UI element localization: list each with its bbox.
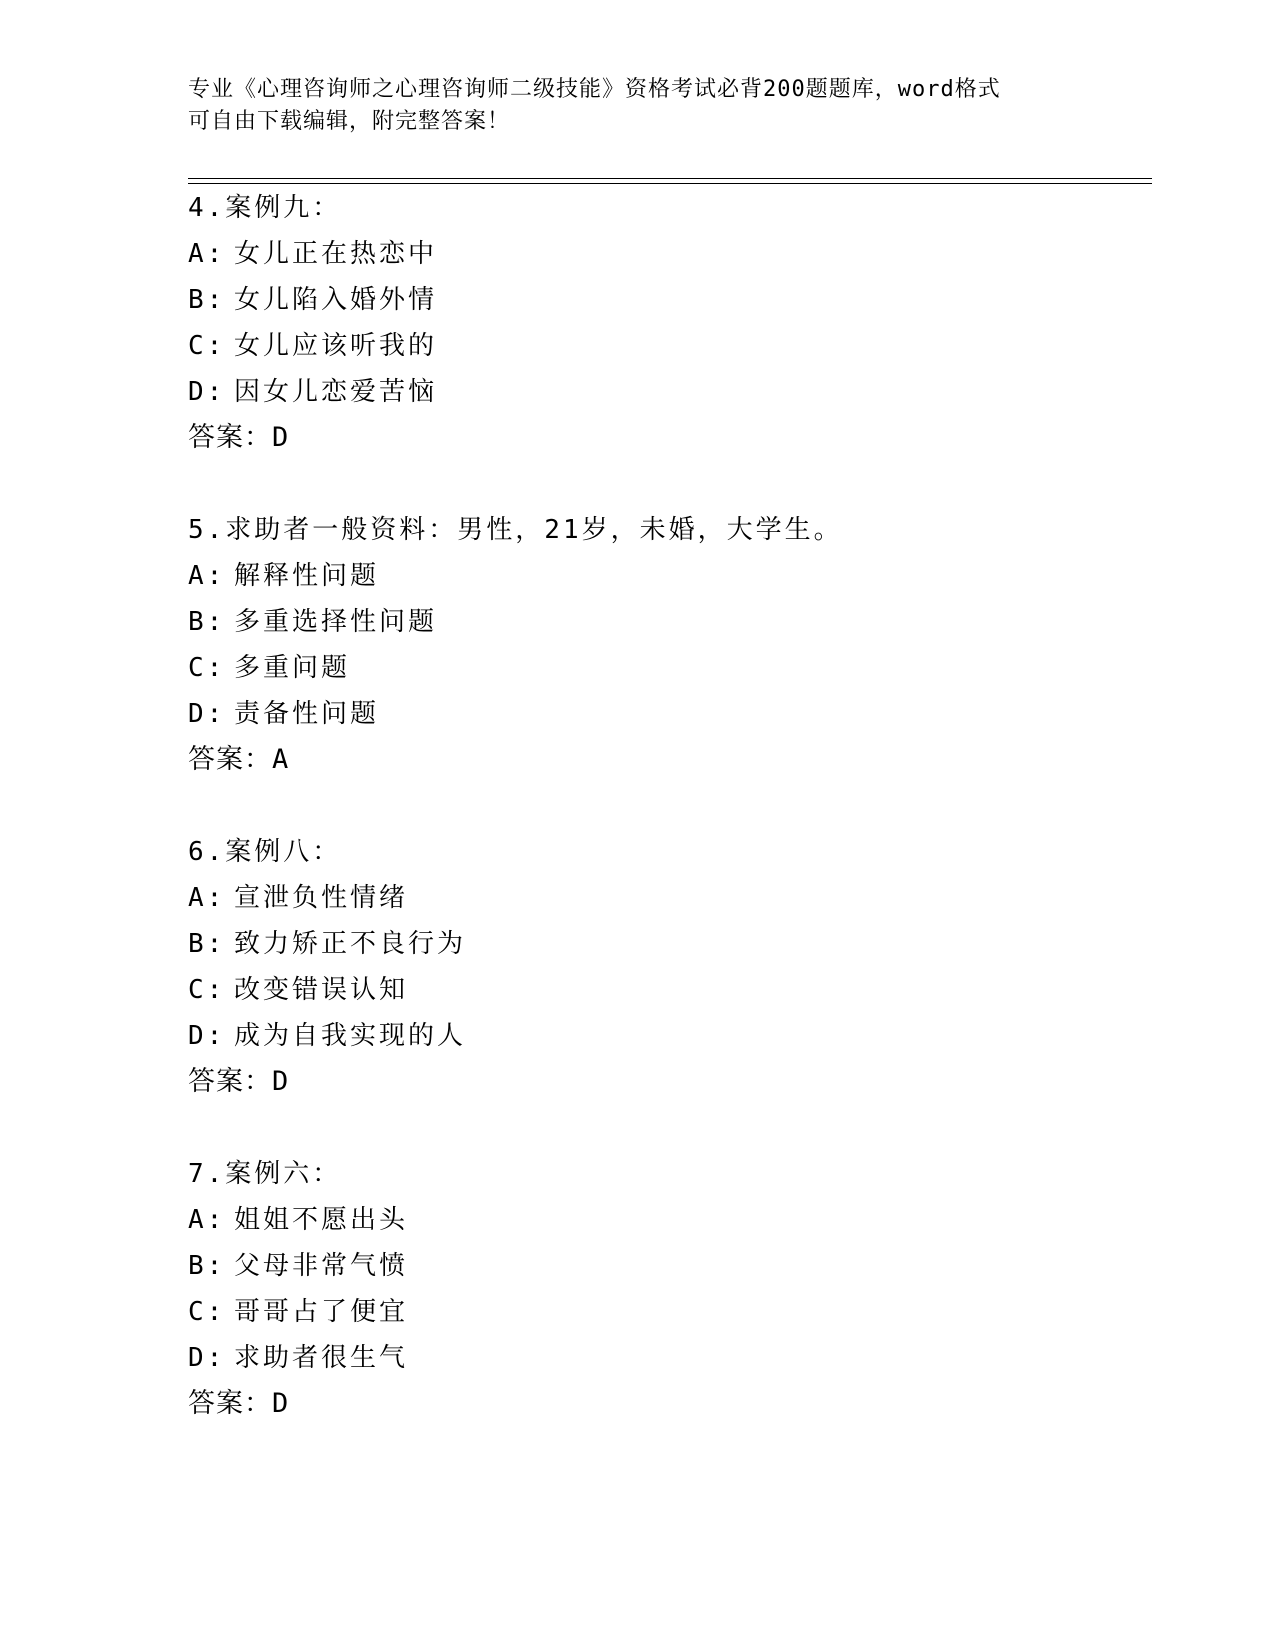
- option-text: 父母非常气愤: [234, 1251, 409, 1281]
- option-d: [188, 369, 1088, 415]
- option-text: 女儿陷入婚外情: [234, 285, 438, 315]
- option-c: [188, 323, 1088, 369]
- option-text: 哥哥占了便宜: [234, 1297, 409, 1327]
- document-header: [188, 74, 1088, 138]
- option-c: [188, 645, 1088, 691]
- option-letter: C:: [188, 653, 226, 683]
- option-b: [188, 921, 1088, 967]
- option-b: [188, 277, 1088, 323]
- option-letter: A:: [188, 1205, 226, 1235]
- option-letter: A:: [188, 883, 226, 913]
- option-letter: B:: [188, 929, 226, 959]
- option-letter: D:: [188, 1021, 226, 1051]
- option-text: 责备性问题: [234, 699, 380, 729]
- option-text: 女儿应该听我的: [234, 331, 438, 361]
- option-text: 多重选择性问题: [234, 607, 438, 637]
- option-letter: C:: [188, 1297, 226, 1327]
- answer-line: 答案：D: [188, 422, 290, 453]
- option-letter: A:: [188, 239, 226, 269]
- header-line-1: 专业《心理咨询师之心理咨询师二级技能》资格考试必背200题题库，word格式: [188, 77, 1001, 102]
- option-text: 女儿正在热恋中: [234, 239, 438, 269]
- option-letter: B:: [188, 607, 226, 637]
- option-text: 成为自我实现的人: [234, 1021, 467, 1051]
- option-letter: D:: [188, 699, 226, 729]
- option-text: 解释性问题: [234, 561, 380, 591]
- question-stem: 6.案例八：: [188, 837, 342, 867]
- question-stem: 7.案例六：: [188, 1159, 342, 1189]
- option-letter: D:: [188, 377, 226, 407]
- option-text: 因女儿恋爱苦恼: [234, 377, 438, 407]
- option-letter: B:: [188, 285, 226, 315]
- option-text: 改变错误认知: [234, 975, 409, 1005]
- option-a: [188, 231, 1088, 277]
- option-c: [188, 967, 1088, 1013]
- option-c: [188, 1289, 1088, 1335]
- option-text: 致力矫正不良行为: [234, 929, 467, 959]
- question-block: [188, 185, 1088, 461]
- question-block: [188, 1151, 1088, 1427]
- option-letter: A:: [188, 561, 226, 591]
- option-b: [188, 1243, 1088, 1289]
- answer-line: 答案：D: [188, 1066, 290, 1097]
- option-d: [188, 691, 1088, 737]
- option-b: [188, 599, 1088, 645]
- option-letter: C:: [188, 331, 226, 361]
- option-letter: B:: [188, 1251, 226, 1281]
- option-text: 求助者很生气: [234, 1343, 409, 1373]
- option-d: [188, 1335, 1088, 1381]
- option-a: [188, 1197, 1088, 1243]
- question-stem: 5.求助者一般资料：男性，21岁，未婚，大学生。: [188, 515, 843, 545]
- header-divider-bottom: [188, 183, 1152, 184]
- option-text: 多重问题: [234, 653, 351, 683]
- header-divider-top: [188, 178, 1152, 179]
- option-d: [188, 1013, 1088, 1059]
- option-text: 姐姐不愿出头: [234, 1205, 409, 1235]
- option-text: 宣泄负性情绪: [234, 883, 409, 913]
- question-stem: 4.案例九：: [188, 193, 342, 223]
- option-letter: D:: [188, 1343, 226, 1373]
- option-a: [188, 553, 1088, 599]
- question-block: [188, 507, 1088, 783]
- option-letter: C:: [188, 975, 226, 1005]
- option-a: [188, 875, 1088, 921]
- answer-line: 答案：A: [188, 744, 290, 775]
- question-block: [188, 829, 1088, 1105]
- answer-line: 答案：D: [188, 1388, 290, 1419]
- header-line-2: 可自由下载编辑，附完整答案！: [188, 109, 511, 134]
